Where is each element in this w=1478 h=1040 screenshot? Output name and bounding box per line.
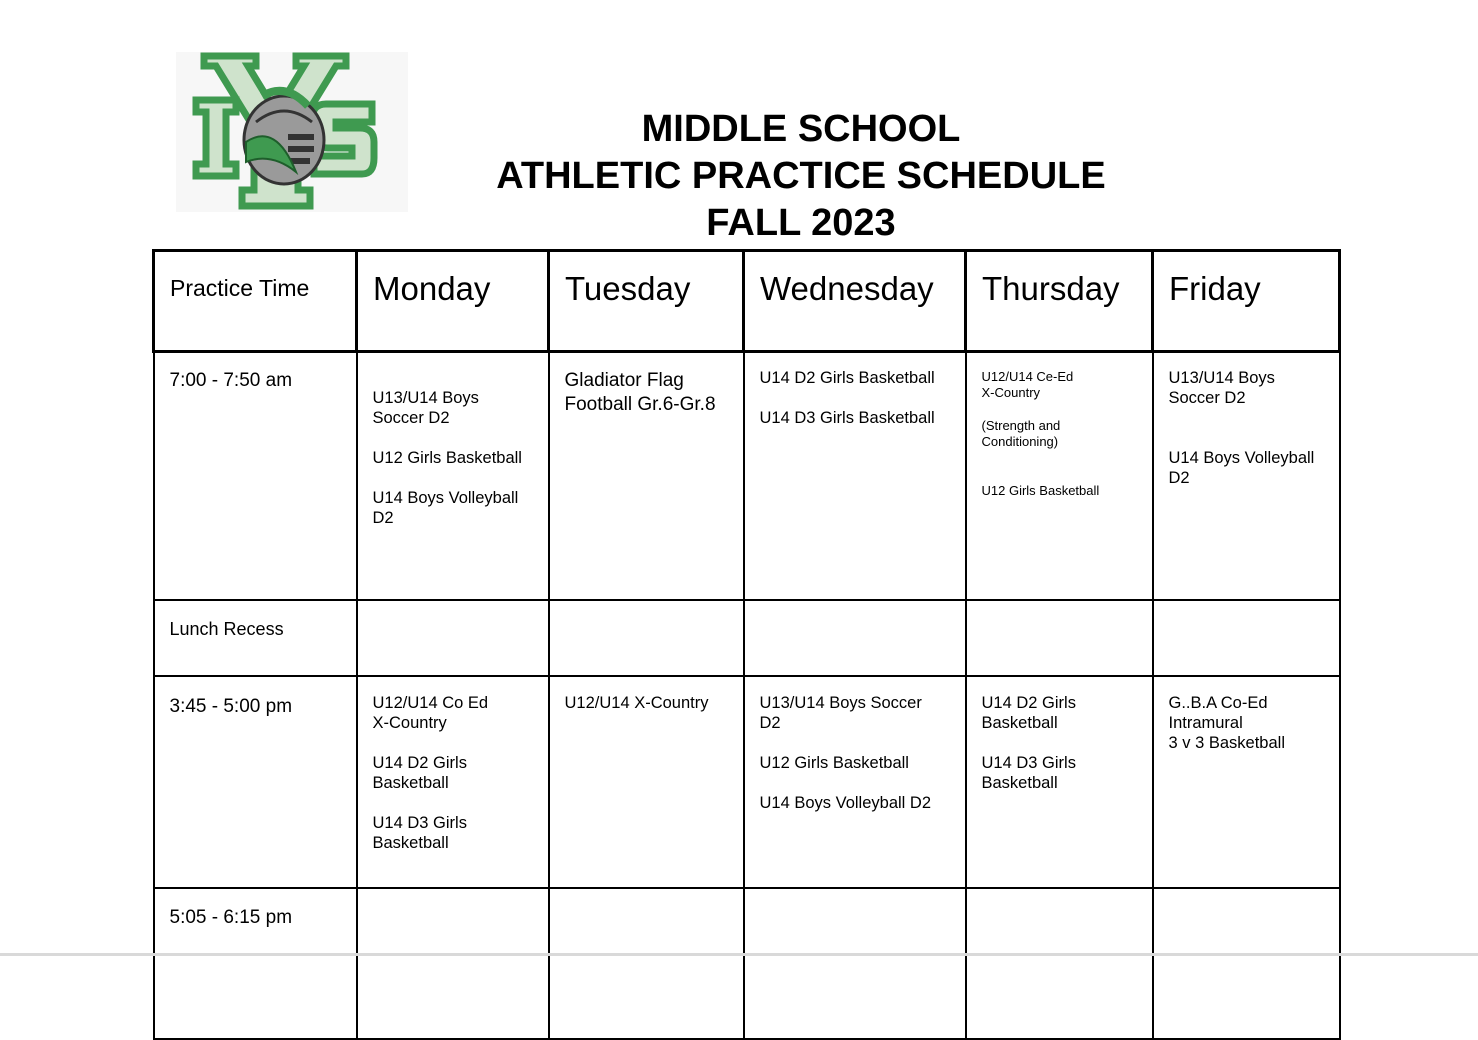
table-row bbox=[154, 676, 1340, 888]
knight-helmet-icon bbox=[176, 52, 408, 212]
monday-cell bbox=[357, 888, 549, 1039]
title-line-1: MIDDLE SCHOOL bbox=[641, 108, 961, 150]
table-row bbox=[154, 600, 1340, 676]
column-header-wednesday: Wednesday bbox=[744, 251, 966, 352]
school-logo bbox=[176, 52, 408, 212]
table-row bbox=[154, 352, 1340, 601]
wednesday-cell bbox=[744, 888, 966, 1039]
entry: U12/U14 Ce-Ed X-Country bbox=[981, 369, 1074, 400]
time-cell bbox=[154, 352, 357, 601]
column-header-friday: Friday bbox=[1153, 251, 1340, 352]
tuesday-cell bbox=[549, 676, 744, 888]
friday-cell bbox=[1153, 676, 1340, 888]
page-title bbox=[401, 106, 1201, 247]
thursday-cell bbox=[966, 888, 1153, 1039]
entry: U14 Boys Volleyball D2 bbox=[372, 489, 519, 527]
wednesday-cell bbox=[744, 600, 966, 676]
entry: G..B.A Co-Ed Intramural 3 v 3 Basketball bbox=[1168, 694, 1285, 752]
tuesday-cell bbox=[549, 352, 744, 601]
column-header-tuesday: Tuesday bbox=[549, 251, 744, 352]
entry: U12 Girls Basketball bbox=[759, 754, 909, 772]
time-cell bbox=[154, 888, 357, 1039]
entry: U14 D2 Girls Basketball bbox=[981, 694, 1076, 732]
entry: U14 D2 Girls Basketball bbox=[759, 369, 935, 387]
column-header-monday: Monday bbox=[357, 251, 549, 352]
column-header-thursday: Thursday bbox=[966, 251, 1153, 352]
entry: U14 D3 Girls Basketball bbox=[372, 814, 467, 852]
time-cell bbox=[154, 676, 357, 888]
title-line-2: ATHLETIC PRACTICE SCHEDULE bbox=[496, 155, 1106, 197]
entry: U14 Boys Volleyball D2 bbox=[1168, 449, 1315, 487]
entry: U13/U14 Boys Soccer D2 bbox=[372, 389, 479, 427]
time-label: 3:45 - 5:00 pm bbox=[169, 696, 293, 717]
column-header-practice-time: Practice Time bbox=[154, 251, 357, 352]
entry: (Strength and Conditioning) bbox=[981, 418, 1061, 449]
time-cell bbox=[154, 600, 357, 676]
schedule-table bbox=[152, 249, 1341, 1040]
entry: U13/U14 Boys Soccer D2 bbox=[759, 694, 922, 732]
friday-cell bbox=[1153, 888, 1340, 1039]
monday-cell bbox=[357, 352, 549, 601]
thursday-cell bbox=[966, 600, 1153, 676]
tuesday-cell bbox=[549, 888, 744, 1039]
entry: U14 D3 Girls Basketball bbox=[981, 754, 1076, 792]
table-row bbox=[154, 888, 1340, 1039]
friday-cell bbox=[1153, 352, 1340, 601]
entry: U12/U14 Co Ed X-Country bbox=[372, 694, 489, 732]
title-line-3: FALL 2023 bbox=[706, 202, 896, 244]
time-label: 5:05 - 6:15 pm bbox=[169, 907, 293, 928]
entry: U12/U14 X-Country bbox=[564, 694, 709, 712]
entry: U12 Girls Basketball bbox=[372, 449, 522, 467]
thursday-cell bbox=[966, 676, 1153, 888]
friday-cell bbox=[1153, 600, 1340, 676]
entry: U13/U14 Boys Soccer D2 bbox=[1168, 369, 1275, 407]
time-label: Lunch Recess bbox=[169, 619, 284, 639]
thursday-cell bbox=[966, 352, 1153, 601]
time-label: 7:00 - 7:50 am bbox=[169, 370, 293, 391]
monday-cell bbox=[357, 676, 549, 888]
monday-cell bbox=[357, 600, 549, 676]
entry: U14 D3 Girls Basketball bbox=[759, 409, 935, 427]
entry: Gladiator Flag Football Gr.6-Gr.8 bbox=[564, 370, 716, 415]
wednesday-cell bbox=[744, 352, 966, 601]
header-row bbox=[154, 251, 1340, 352]
entry: U14 Boys Volleyball D2 bbox=[759, 794, 932, 812]
entry: U14 D2 Girls Basketball bbox=[372, 754, 467, 792]
tuesday-cell bbox=[549, 600, 744, 676]
wednesday-cell bbox=[744, 676, 966, 888]
entry: U12 Girls Basketball bbox=[981, 483, 1100, 498]
